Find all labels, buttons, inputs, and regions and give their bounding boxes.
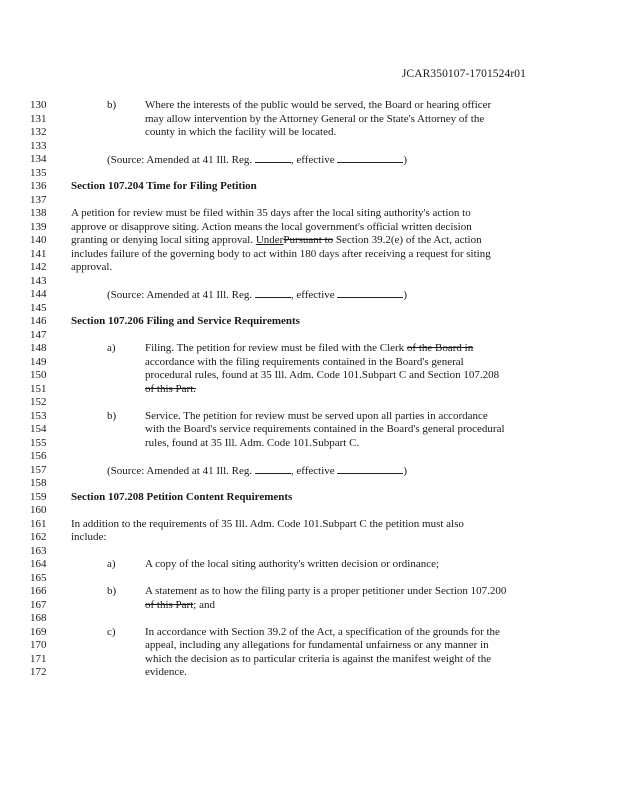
line-number: 159 [30, 490, 47, 503]
text-segment: granting or denying local siting approval. [71, 234, 254, 246]
blank-field [255, 464, 291, 474]
source-note [107, 464, 407, 479]
line-number: 140 [30, 234, 47, 246]
paragraph-line: approval. [71, 261, 113, 273]
line-number: 154 [30, 423, 47, 435]
paragraph-line [71, 234, 482, 248]
section-heading: Section 107.204 Time for Filing Petition [71, 180, 257, 192]
line-number: 160 [30, 504, 47, 516]
line-number: 153 [30, 409, 47, 422]
line-number: 172 [30, 666, 47, 678]
paragraph-line: Where the interests of the public would be served, the Board or hearing officer [145, 99, 492, 111]
line-number: 162 [30, 531, 47, 543]
text-segment: ; and [193, 598, 215, 611]
paragraph-line [145, 599, 215, 613]
paragraph-line: includes failure of the governing body to act within 180 days after receiving a request for siting [71, 247, 491, 260]
line-number: 157 [30, 463, 47, 476]
line-number: 167 [30, 598, 47, 611]
paragraph-line: rules, found at 35 Ill. Adm. Code 101.Subpart C. [145, 436, 360, 449]
source-prefix: (Source: Amended at 41 Ill. Reg. [107, 289, 253, 301]
inserted-text: Under [255, 234, 284, 246]
line-number: 170 [30, 639, 47, 651]
blank-field [337, 288, 403, 298]
source-mid: , effective [290, 154, 335, 166]
deleted-text: Pursuant to [283, 234, 334, 246]
line-number: 134 [30, 153, 47, 165]
paragraph-line: A petition for review must be filed within 35 days after the local siting authority's action to [71, 207, 471, 219]
deleted-text: of the Board in [406, 342, 474, 354]
blank-field [255, 288, 291, 298]
paragraph-line: A copy of the local siting authority's written decision or ordinance; [145, 558, 440, 570]
line-number: 169 [30, 625, 47, 638]
line-number: 142 [30, 261, 47, 273]
line-number: 148 [30, 342, 47, 354]
blank-field [255, 153, 291, 163]
paragraph-line: Service. The petition for review must be served upon all parties in accordance [145, 409, 488, 422]
line-number: 166 [30, 585, 47, 597]
item-label-c: c) [107, 625, 116, 638]
source-suffix: ) [403, 289, 408, 301]
source-prefix: (Source: Amended at 41 Ill. Reg. [107, 464, 253, 477]
line-number: 165 [30, 571, 47, 584]
line-number: 132 [30, 126, 47, 138]
line-number: 147 [30, 328, 47, 341]
deleted-text: of this Part. [145, 382, 197, 395]
item-label-b: b) [107, 585, 117, 597]
line-number: 150 [30, 369, 47, 381]
line-number: 131 [30, 112, 47, 125]
item-label-a: a) [107, 342, 116, 354]
line-number: 130 [30, 99, 47, 111]
line-number: 145 [30, 301, 47, 314]
item-label-b: b) [107, 409, 117, 422]
line-number: 143 [30, 274, 47, 287]
line-number: 133 [30, 139, 47, 152]
line-number: 139 [30, 220, 47, 233]
blank-field [337, 153, 403, 163]
blank-field [337, 464, 403, 474]
item-label-a: a) [107, 558, 116, 570]
paragraph-line: approve or disapprove siting. Action means the local government's official written decision [71, 220, 472, 233]
paragraph-line: appeal, including any allegations for fundamental unfairness or any manner in [145, 639, 489, 651]
line-number: 149 [30, 355, 47, 368]
paragraph-line: accordance with the filing requirements contained in the Board's general [145, 355, 464, 368]
paragraph-line: county in which the facility will be located. [145, 126, 337, 138]
line-number: 161 [30, 517, 47, 530]
paragraph-line: procedural rules, found at 35 Ill. Adm. Code 101.Subpart C and Section 107.208 [145, 369, 500, 381]
paragraph-line: evidence. [145, 666, 187, 678]
source-mid: , effective [290, 289, 335, 301]
line-number: 171 [30, 652, 47, 665]
line-number: 152 [30, 396, 47, 408]
line-number: 163 [30, 544, 47, 557]
line-number: 144 [30, 288, 47, 300]
line-number: 135 [30, 166, 47, 179]
line-number: 168 [30, 612, 47, 624]
line-number: 141 [30, 247, 47, 260]
source-note [107, 153, 407, 168]
line-number: 156 [30, 450, 47, 462]
source-suffix: ) [403, 464, 408, 477]
line-number: 164 [30, 558, 47, 570]
source-prefix: (Source: Amended at 41 Ill. Reg. [107, 154, 253, 166]
source-note [107, 288, 407, 303]
section-heading: Section 107.206 Filing and Service Requirements [71, 315, 300, 327]
paragraph-line: include: [71, 531, 107, 543]
line-number: 155 [30, 436, 47, 449]
text-segment: Filing. The petition for review must be filed with the Clerk [145, 342, 405, 354]
source-suffix: ) [403, 154, 408, 166]
line-number: 137 [30, 193, 47, 206]
section-heading: Section 107.208 Petition Content Requirements [71, 490, 293, 503]
document-id: JCAR350107-1701524r01 [401, 68, 526, 80]
paragraph-line: In accordance with Section 39.2 of the Act, a specification of the grounds for the [145, 625, 500, 638]
text-segment: Section 39.2(e) of the Act, action [333, 234, 482, 246]
paragraph-line: which the decision as to particular criteria is against the manifest weight of the [145, 652, 492, 665]
line-number: 151 [30, 382, 47, 395]
line-number: 138 [30, 207, 47, 219]
line-number: 136 [30, 180, 47, 192]
paragraph-line [145, 342, 473, 356]
item-label-b: b) [107, 99, 117, 111]
paragraph-line: with the Board's service requirements contained in the Board's general procedural [145, 423, 505, 435]
paragraph-line: A statement as to how the filing party is a proper petitioner under Section 107.200 [145, 585, 507, 597]
paragraph-line: may allow intervention by the Attorney General or the State's Attorney of the [145, 112, 485, 125]
paragraph-line: In addition to the requirements of 35 Ill. Adm. Code 101.Subpart C the petition must also [71, 517, 464, 530]
line-number: 158 [30, 477, 47, 489]
source-mid: , effective [290, 464, 335, 477]
line-number: 146 [30, 315, 47, 327]
deleted-text: of this Part [145, 598, 194, 611]
